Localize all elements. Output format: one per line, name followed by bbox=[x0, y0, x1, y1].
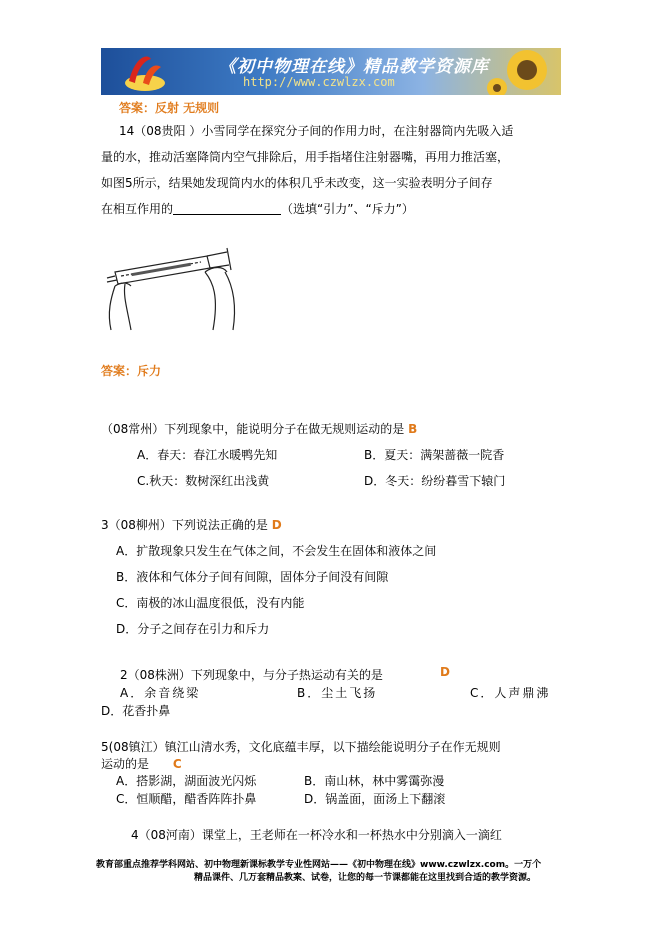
q-liuzhou-answer: D bbox=[271, 518, 282, 532]
q-henan-line1: 4（08河南）课堂上，王老师在一杯冷水和一杯热水中分别滴入一滴红 bbox=[131, 828, 502, 842]
q-zhenjiang-text: 运动的是 bbox=[101, 757, 150, 771]
q-changzhou-option-d: D．冬天：纷纷暮雪下辕门 bbox=[364, 474, 506, 488]
footer-line1: 教育部重点推荐学科网站、初中物理新课标教学专业性网站——《初中物理在线》www.czwlzx.com。一万个 bbox=[96, 860, 542, 870]
q14-line4-prefix: 在相互作用的 bbox=[101, 202, 174, 216]
q-zhenjiang-option-d: D．锅盖面，面汤上下翻滚 bbox=[304, 792, 446, 806]
header-banner bbox=[101, 48, 561, 95]
q14-line4 bbox=[101, 200, 414, 217]
q-liuzhou-option-a: A．扩散现象只发生在气体之间，不会发生在固体和液体之间 bbox=[116, 544, 437, 558]
q-zhenjiang-option-a: A．搭影湖，湖面波光闪烁 bbox=[116, 774, 257, 788]
q-liuzhou-option-d: D．分子之间存在引力和斥力 bbox=[116, 622, 270, 636]
q-zhuzhou-stem: 2（08株洲）下列现象中，与分子热运动有关的是 bbox=[120, 668, 383, 682]
q-zhuzhou-option-b: B．尘土飞扬 bbox=[297, 686, 378, 700]
q-zhuzhou-option-c: C．人声鼎沸 bbox=[470, 686, 551, 700]
q-zhenjiang-line2 bbox=[101, 755, 182, 772]
answer-blank bbox=[173, 202, 281, 215]
syringe-figure bbox=[101, 238, 247, 334]
q-liuzhou-option-b: B．液体和气体分子间有间隙，固体分子间没有间隙 bbox=[116, 570, 389, 584]
q-changzhou-answer: B bbox=[408, 422, 418, 436]
footer-line2: 精品课件、几万套精品教案、试卷，让您的每一节课都能在这里找到合适的教学资源。 bbox=[194, 873, 537, 883]
banner-title: 《初中物理在线》精品教学资源库 bbox=[219, 57, 489, 77]
logo-icon bbox=[121, 51, 169, 93]
q-changzhou-option-a: A．春天：春江水暖鸭先知 bbox=[137, 448, 278, 462]
q-zhenjiang-option-b: B．南山林，林中雾霭弥漫 bbox=[304, 774, 445, 788]
q-zhuzhou-option-a: A．余音绕梁 bbox=[120, 686, 201, 700]
q-zhenjiang-option-c: C．恒顺醋，醋香阵阵扑鼻 bbox=[116, 792, 257, 806]
q-changzhou-stem bbox=[101, 420, 417, 437]
q-changzhou-text: （08常州）下列现象中，能说明分子在做无规则运动的是 bbox=[101, 422, 405, 436]
q-zhuzhou-answer: D bbox=[440, 665, 450, 679]
q14-line2: 量的水，推动活塞降筒内空气排除后，用手指堵住注射器嘴，再用力推活塞， bbox=[101, 150, 510, 164]
q-liuzhou-option-c: C．南极的冰山温度很低，没有内能 bbox=[116, 596, 305, 610]
q14-line1: 14（08贵阳 ）小雪同学在探究分子间的作用力时，在注射器筒内先吸入适 bbox=[119, 124, 514, 138]
sunflower-icon bbox=[487, 48, 561, 95]
q-changzhou-option-c: C.秋天：数树深红出浅黄 bbox=[137, 474, 270, 488]
q-liuzhou-text: 3（08柳州）下列说法正确的是 bbox=[101, 518, 268, 532]
q-zhuzhou-option-d: D．花香扑鼻 bbox=[101, 704, 171, 718]
q-changzhou-option-b: B．夏天：满架蔷薇一院香 bbox=[364, 448, 505, 462]
answer-previous: 答案：反射 无规则 bbox=[119, 101, 220, 115]
q-zhenjiang-answer: C bbox=[172, 757, 182, 771]
banner-url[interactable]: http://www.czwlzx.com bbox=[243, 75, 395, 89]
q-liuzhou-stem bbox=[101, 516, 282, 533]
q14-line4-suffix: （选填“引力”、“斥力”） bbox=[281, 202, 414, 216]
q14-line3: 如图5所示，结果她发现筒内水的体积几乎未改变，这一实验表明分子间存 bbox=[101, 176, 493, 190]
q14-answer: 答案：斥力 bbox=[101, 364, 162, 378]
q-zhenjiang-line1: 5(08镇江）镇江山清水秀，文化底蕴丰厚，以下描绘能说明分子在作无规则 bbox=[101, 740, 501, 754]
